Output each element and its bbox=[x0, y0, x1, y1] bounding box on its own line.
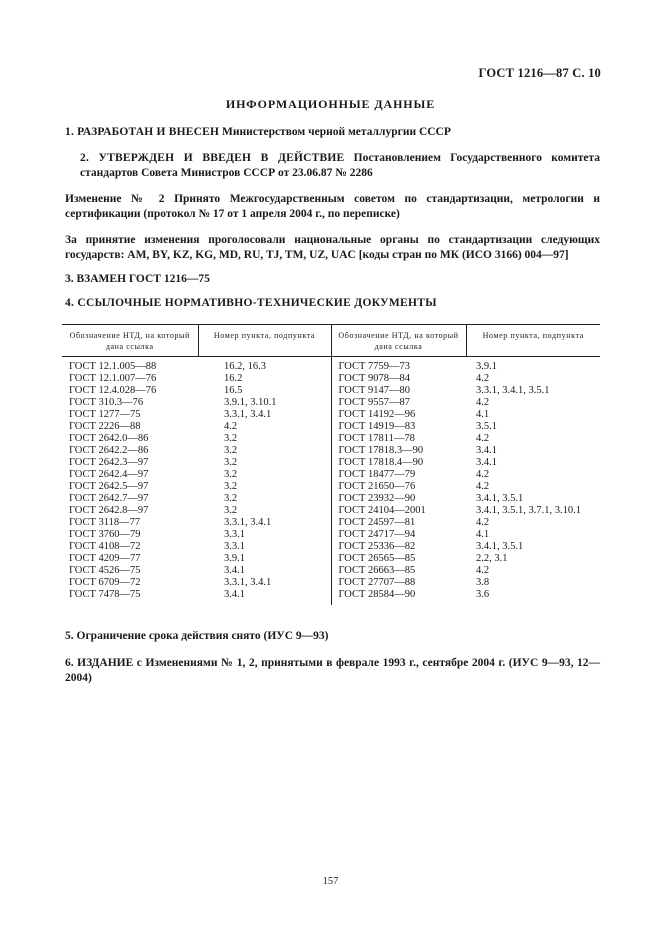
clause-number: 4.2 bbox=[476, 433, 490, 444]
page-title: ИНФОРМАЦИОННЫЕ ДАННЫЕ bbox=[225, 97, 436, 111]
clause-number: 3.4.1 bbox=[224, 589, 245, 600]
ntd-designation: ГОСТ 28584—90 bbox=[338, 589, 416, 600]
section-5: 5. Ограничение срока действия снято (ИУС 9—93) bbox=[65, 630, 329, 642]
ntd-designation: ГОСТ 2642.8—97 bbox=[69, 505, 149, 516]
clause-number: 3.6 bbox=[476, 589, 490, 600]
clause-number: 4.2 bbox=[476, 565, 490, 576]
clause-number: 3.4.1, 3.5.1 bbox=[476, 541, 524, 552]
ntd-designation: ГОСТ 6709—72 bbox=[69, 577, 141, 588]
clause-number: 3.2 bbox=[224, 445, 238, 456]
ntd-designation: ГОСТ 2642.3—97 bbox=[69, 457, 149, 468]
clause-number: 3.4.1 bbox=[476, 457, 497, 468]
clause-number: 3.3.1, 3.4.1 bbox=[224, 577, 272, 588]
section-4-title: 4. ССЫЛОЧНЫЕ НОРМАТИВНО-ТЕХНИЧЕСКИЕ ДОКУМЕНТЫ bbox=[65, 297, 437, 309]
ntd-designation: ГОСТ 7759—73 bbox=[338, 361, 411, 372]
clause-number: 3.3.1, 3.4.1 bbox=[224, 409, 272, 420]
clause-number: 16.2 bbox=[224, 373, 243, 384]
reference-table bbox=[62, 324, 600, 605]
section-1-head: 1. РАЗРАБОТАН И ВНЕСЕН bbox=[65, 126, 220, 138]
ntd-designation: ГОСТ 21650—76 bbox=[338, 481, 416, 492]
clause-number: 3.2 bbox=[224, 493, 238, 504]
section-2-head: 2. УТВЕРЖДЕН И ВВЕДЕН В ДЕЙСТВИЕ bbox=[80, 152, 345, 164]
header-clause-left: Номер пункта, подпункта bbox=[198, 325, 331, 357]
clause-number: 3.2 bbox=[224, 433, 238, 444]
right-clause-column bbox=[466, 357, 600, 606]
ntd-designation: ГОСТ 26565—85 bbox=[338, 553, 416, 564]
ntd-designation: ГОСТ 17818.3—90 bbox=[338, 445, 424, 456]
ntd-designation: ГОСТ 9147—80 bbox=[338, 385, 411, 396]
clause-number: 3.2 bbox=[224, 457, 238, 468]
clause-number: 4.2 bbox=[476, 373, 490, 384]
clause-number: 4.2 bbox=[476, 517, 490, 528]
ntd-designation: ГОСТ 12.1.007—76 bbox=[69, 373, 157, 384]
ntd-designation: ГОСТ 23932—90 bbox=[338, 493, 416, 504]
table-body-row bbox=[62, 357, 600, 606]
ntd-designation: ГОСТ 7478—75 bbox=[69, 589, 141, 600]
right-designation-column bbox=[331, 357, 466, 606]
ntd-designation: ГОСТ 2642.7—97 bbox=[69, 493, 149, 504]
ntd-designation: ГОСТ 14919—83 bbox=[338, 421, 416, 432]
clause-number: 3.4.1 bbox=[224, 565, 245, 576]
clause-number: 3.9.1 bbox=[476, 361, 497, 372]
section-1-text: Министерством черной металлургии СССР bbox=[219, 126, 451, 138]
ntd-designation: ГОСТ 2642.2—86 bbox=[69, 445, 149, 456]
ntd-designation: ГОСТ 2226—88 bbox=[69, 421, 141, 432]
ntd-designation: ГОСТ 2642.0—86 bbox=[69, 433, 149, 444]
table-header-row bbox=[62, 325, 600, 357]
clause-number: 3.3.1 bbox=[224, 529, 245, 540]
ntd-designation: ГОСТ 4526—75 bbox=[69, 565, 141, 576]
clause-number: 3.9.1, 3.10.1 bbox=[224, 397, 277, 408]
clause-number: 3.2 bbox=[224, 469, 238, 480]
clause-number: 3.2 bbox=[224, 481, 238, 492]
ntd-designation: ГОСТ 1277—75 bbox=[69, 409, 141, 420]
change-note: Изменение № 2 Принято Межгосударственным советом по стандартизации, метрологии и сертификации (протокол № 17 от 1 апреля 2004 г., по переписке) bbox=[65, 193, 600, 220]
clause-number: 3.4.1, 3.5.1 bbox=[476, 493, 524, 504]
clause-number: 2.2, 3.1 bbox=[476, 553, 508, 564]
ntd-designation: ГОСТ 310.3—76 bbox=[69, 397, 144, 408]
section-2-text: Постановлением Государственного комитета стандартов Совета Министров СССР от 23.06.87 № 2286 bbox=[80, 152, 601, 179]
ntd-designation: ГОСТ 18477—79 bbox=[338, 469, 416, 480]
clause-number: 3.4.1 bbox=[476, 445, 497, 456]
clause-number: 3.8 bbox=[476, 577, 490, 588]
header-clause-right: Номер пункта, подпункта bbox=[466, 325, 600, 357]
ntd-designation: ГОСТ 24597—81 bbox=[338, 517, 416, 528]
ntd-designation: ГОСТ 3118—77 bbox=[69, 517, 141, 528]
clause-number: 3.5.1 bbox=[476, 421, 497, 432]
section-6: 6. ИЗДАНИЕ с Изменениями № 1, 2, принятыми в феврале 1993 г., сентябре 2004 г. (ИУС 9—93, 12—2004) bbox=[65, 657, 600, 684]
vote-note: За принятие изменения проголосовали национальные органы по стандартизации следующих государств: AM, BY, KZ, KG, MD, RU, TJ, TM, UZ, UAC [коды стран по МК (ИСО 3166) 004—97] bbox=[65, 234, 600, 261]
ntd-designation: ГОСТ 4108—72 bbox=[69, 541, 141, 552]
clause-number: 4.2 bbox=[476, 469, 490, 480]
clause-number: 16.2, 16.3 bbox=[224, 361, 266, 372]
page-number: 157 bbox=[322, 876, 339, 887]
ntd-designation: ГОСТ 17818.4—90 bbox=[338, 457, 424, 468]
section-2 bbox=[65, 151, 600, 181]
clause-number: 3.9.1 bbox=[224, 553, 245, 564]
header-designation-left: Обозначение НТД, на который дана ссылка bbox=[62, 325, 198, 357]
clause-number: 3.3.1 bbox=[224, 541, 245, 552]
ntd-designation: ГОСТ 3760—79 bbox=[69, 529, 141, 540]
header-designation-right: Обозначение НТД, на который дана ссылка bbox=[331, 325, 466, 357]
ntd-designation: ГОСТ 27707—88 bbox=[338, 577, 416, 588]
ntd-designation: ГОСТ 17811—78 bbox=[338, 433, 415, 444]
section-1 bbox=[65, 125, 600, 140]
clause-number: 3.2 bbox=[224, 505, 238, 516]
clause-number: 4.1 bbox=[476, 529, 490, 540]
standard-page-code: ГОСТ 1216—87 С. 10 bbox=[478, 66, 601, 80]
ntd-designation: ГОСТ 4209—77 bbox=[69, 553, 141, 564]
clause-number: 3.3.1, 3.4.1, 3.5.1 bbox=[476, 385, 550, 396]
ntd-designation: ГОСТ 2642.4—97 bbox=[69, 469, 149, 480]
clause-number: 4.2 bbox=[476, 481, 490, 492]
ntd-designation: ГОСТ 9557—87 bbox=[338, 397, 411, 408]
clause-number: 3.4.1, 3.5.1, 3.7.1, 3.10.1 bbox=[476, 505, 581, 516]
section-3: 3. ВЗАМЕН ГОСТ 1216—75 bbox=[65, 273, 210, 285]
left-designation-column bbox=[62, 357, 198, 606]
ntd-designation: ГОСТ 14192—96 bbox=[338, 409, 416, 420]
ntd-designation: ГОСТ 24717—94 bbox=[338, 529, 416, 540]
ntd-designation: ГОСТ 24104—2001 bbox=[338, 505, 426, 516]
ntd-designation: ГОСТ 2642.5—97 bbox=[69, 481, 149, 492]
ntd-designation: ГОСТ 25336—82 bbox=[338, 541, 416, 552]
clause-number: 16.5 bbox=[224, 385, 243, 396]
ntd-designation: ГОСТ 9078—84 bbox=[338, 373, 411, 384]
ntd-designation: ГОСТ 12.4.028—76 bbox=[69, 385, 157, 396]
left-clause-column bbox=[198, 357, 331, 606]
clause-number: 4.2 bbox=[476, 397, 490, 408]
clause-number: 3.3.1, 3.4.1 bbox=[224, 517, 272, 528]
clause-number: 4.2 bbox=[224, 421, 238, 432]
ntd-designation: ГОСТ 26663—85 bbox=[338, 565, 416, 576]
clause-number: 4.1 bbox=[476, 409, 490, 420]
ntd-designation: ГОСТ 12.1.005—88 bbox=[69, 361, 157, 372]
